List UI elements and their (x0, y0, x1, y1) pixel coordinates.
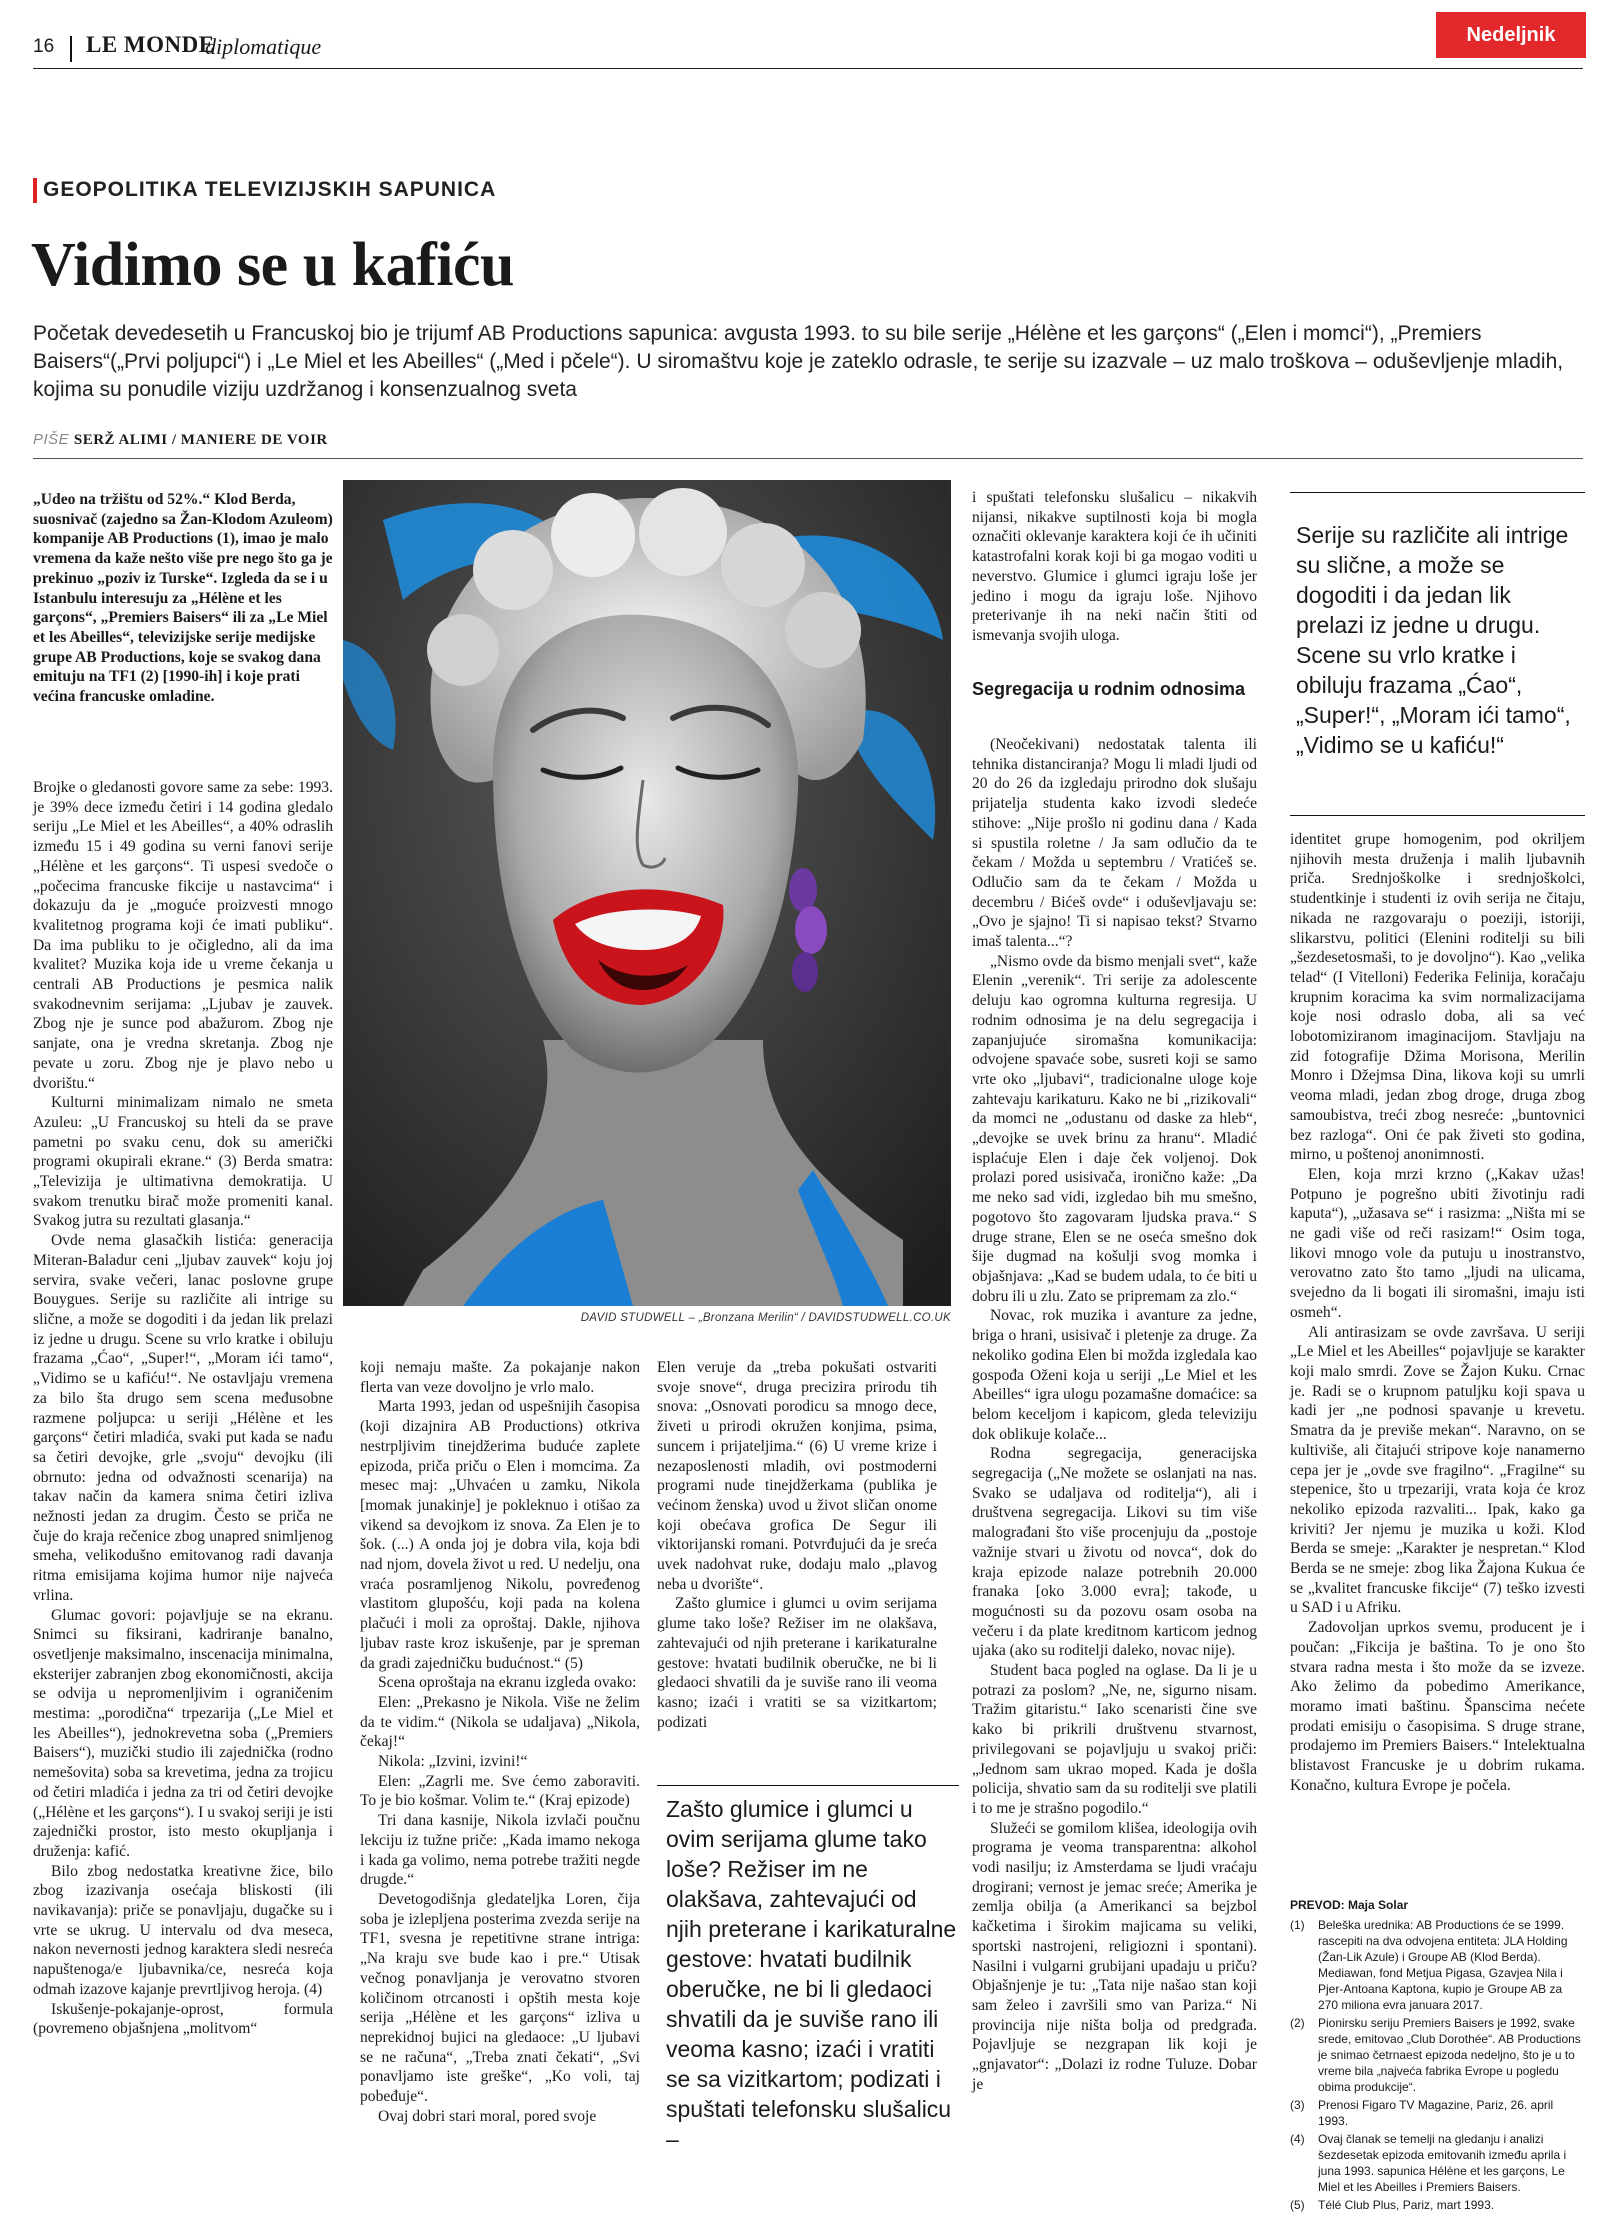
column-1 (33, 778, 333, 2039)
paragraph: Zašto glumice i glumci u ovim serijama glume tako loše? Režiser im ne olakšava, zahtevajući od njih preterane i karikaturalne gestove: hvatati budilnik oberučke, ne bi li gledaoci shvatili da je suviše rano ili veoma kasno; izaći i vratiti se sa vizitkartom; podizati (657, 1595, 937, 1731)
paragraph: Služeći se gomilom klišea, ideologija ovih programa je veoma transparentna: alkohol vodi nasilju; iz Amsterdama se ljudi vraćaju drogirani; vernost je jemac sreće; Amerika je zemlja obilja (a Amerikanci sa bejzbol kačketima i širokim majicama su veliki, sportski nastrojeni, religiozni i spontani). Nasilni i vulgarni grubijani upadaju u priču? Objašnjenje je tu: „Tata nije našao stan koji sam želeo i završili smo van Pariza.“ Ni provincija nije ništa bolja od predgrađa. Pojavljuje se nezgrapan lik koji je „gnjavator“: „Dolazi iz rodne Tuluze. Dobar je (972, 1819, 1257, 2093)
pull-quote-2: Zašto glumice i glumci u ovim serijama glume tako loše? Režiser im ne olakšava, zahtevajući od njih preterane i karikaturalne gestove: hvatati budilnik oberučke, ne bi li gledaoci shvatili da je suviše rano ili veoma kasno; izaći i vratiti se sa vizitkartom; podizati i spuštati telefonsku slušalicu – (666, 1796, 957, 2152)
subheading: Segregacija u rodnim odnosima (972, 679, 1246, 699)
paragraph: Iskušenje-pokajanje-oprost, formula (povremeno objašnjena „molitvom“ (33, 2000, 333, 2038)
marilyn-photo (343, 480, 951, 1306)
paragraph: Bilo zbog nedostatka kreativne žice, bilo zbog izazivanja osećaja bliskosti (ili navikavanja): priče se ponavljaju, dugačke su i vrte se ukrug. U intervalu od dva meseca, nakon nevernosti jednog karaktera sledi nesreća napuštenoga/e ljubavnika/ce, nesreća koja odmah izazove kajanje prevrtljivog heroja. (4) (33, 1862, 333, 1998)
paragraph: Zadovoljan uprkos svemu, producent je i poučan: „Fikcija je baština. To je ono što stvara radna mesta i što može da se izveze. Ako želimo da pobedimo Amerikance, moramo imati baštinu. Španscima nećete prodati emisiju o časopisima. S druge strane, prodajemo im Premiers Baisers.“ Intelektualna blistavost Francuske je u dobrim rukama. Konačno, kultura Evrope je počela. (1290, 1619, 1585, 1794)
header-rule (33, 68, 1583, 69)
header-divider (70, 36, 72, 62)
pull-quote-1: Serije su različite ali intrige su slične, a može se dogoditi i da jedan lik prelazi iz jedne u drugu. Scene su vrlo kratke i obiluju frazama „Ćao“, „Super!“, „Moram ići tamo“, „Vidimo se u kafiću!“ (1296, 522, 1571, 758)
column-4 (972, 735, 1257, 2095)
paragraph: Marta 1993, jedan od uspešnijih časopisa (koji dizajnira AB Productions) otkriva nestrpljivim tinejdžerima buduće zaplete epizoda, priča priču o Elen i momcima. Za mesec maj: „Uhvaćen u zamku, Nikola [momak junakinje] je pokleknuo i otišao za vikend sa devojkom iz snova. Za Elen je to šok. (...) A onda joj je dobra vila, koja bdi nad njom, dovela život u red. U nedelju, ona vraća posramljenog Nikolu, povređenog vlastitom glupošću, koji pada na kolena plačući i moli za oproštaj. Dakle, njihova ljubav raste kroz iskušenje, par je spreman da gradi zajedničku budućnost.“ (5) (360, 1398, 640, 1672)
column-5 (1290, 830, 1585, 1795)
paragraph: Novac, rok muzika i avanture za jedne, briga o hrani, usisivač i pletenje za druge. Za nekoliko godina Elen bi možda izgledala kao gospođa Oženi koja u seriji „Le Miel et les Abeilles“ igra ulogu pozamašne domaćice: sa belom keceljom i kapicom, gleda televiziju dok oblikuje kolače... (972, 1307, 1257, 1443)
lead-paragraph: „Udeo na tržištu od 52%.“ Klod Berda, suosnivač (zajedno sa Žan-Klodom Azuleom) kompanije AB Productions (1), imao je malo vremena da kaže nešto više pre nego što ga je prekinuo „poziv iz Turske“. Izgleda da se i u Istanbulu interesuju za „Hélène et les garçons“, „Premiers Baisers“ ili za „Le Miel et les Abeilles“, televizijske serije medijske grupe AB Productions, koje se svakog dana emituju na TF1 (2) [1990-ih] i koje prati većina francuske omladine. (33, 491, 333, 706)
column-3 (657, 1358, 937, 1732)
paragraph: Kulturni minimalizam nimalo ne smeta Azuleu: „U Francuskoj su hteli da se prave pametni po svaku cenu, dok su američki programi okupirali ekrane.“ (3) Berda smatra: „Televizija je ultimativna demokratija. U svakom trenutku birač može promeniti kanal. Svakog jutra su rezultati glasanja.“ (33, 1094, 333, 1230)
footnote: (1) Beleška urednika: AB Productions će se 1999. rascepiti na dva odvojena entiteta: JLA Holding (Žan-Lik Azule) i Groupe AB (Klod Berda). Mediawan, fond Metjua Pigasa, Gzavjea Nila i Pjer-Antoana Kaptona, kupio je Groupe AB za 270 miliona evra januara 2017. (1290, 1918, 1568, 2012)
column-4-top (972, 488, 1257, 646)
paragraph: Student baca pogled na oglase. Da li je u potrazi za poslom? „Ne, ne, sigurno nisam. Tražim gitaristu.“ Iako scenaristi čine sve kako bi prikrili društvenu stvarnost, privilegovani se pojavljuju u svakoj priči: „Jednom sam ukrao moped. Kada je došla policija, shvatio sam da su roditelji sve platili i to me je strašno pogodilo.“ (972, 1662, 1257, 1817)
photo-credit: DAVID STUDWELL – „Bronzana Merilin“ / DAVIDSTUDWELL.CO.UK (580, 1312, 951, 1324)
masthead-brand: LE MONDE (86, 32, 215, 57)
paragraph: Brojke o gledanosti govore same za sebe: 1993. je 39% dece između četiri i 14 godina gledalo seriju „Le Miel et les Abeilles“, a 40% odraslih između 15 i 49 godina su verni fanovi serije „Hélène et les garçons“. Ti uspesi svedoče o „počecima francuske fikcije u nastavcima“ i dokazuju da je „moguće proizvesti mnogo kvalitetnog programa koji će imati publiku“. Da ima publiku to je očigledno, ali da ima kvalitet? Muzika koja ide u vreme čekanja u centrali AB Productions je pesmica nalik svakodnevnim serijama: „Ljubav je zauvek. Zbog nje je sunce pod abažurom. Zbog nje sanjate, ona je vredna skretanja. Zbog nje pevate u zoru. Zbog nje je plavo nebo u dvorištu.“ (33, 779, 333, 1092)
byline-label: PIŠE (33, 431, 70, 448)
footnote: (4) Ovaj članak se temelji na gledanju i analizi šezdesetak epizoda emitovanih između aprila i juna 1993. sapunica Hélène et les garçons, Le Miel et les Abeilles i Premiers Baisers. (1290, 2132, 1567, 2194)
paragraph: Elen, koja mrzi krzno („Kakav užas! Potpuno je pogrešno ubiti životinju radi kaputa“), „užasava se“ i rasizma: „Ništa mi se ne gadi više od reči rasizam!“ Osim toga, likovi mnogo vole da putuju u inostranstvo, verovatno zato što tamo „ljudi na ulicama, svejedno da li bogati ili siromašni, imaju isti osmeh“. (1290, 1165, 1585, 1321)
pull-quote-rule (1290, 492, 1585, 493)
paragraph: koji nemaju mašte. Za pokajanje nakon flerta van veze dovoljno je vrlo malo. (360, 1359, 640, 1396)
pull-quote-rule (1290, 815, 1585, 816)
translator-credit: PREVOD: Maja Solar (1290, 1898, 1409, 1912)
byline-rule (33, 458, 1583, 459)
pull-quote-rule (657, 1785, 959, 1786)
paragraph: Elen veruje da „treba pokušati ostvariti svoje snove“, druga precizira prirodu tih snova: „Osnovati porodicu sa mnogo dece, živeti u prirodi okružen konjima, psima, suncem i prijateljima.“ (6) U vreme krize i nezaposlenosti mladih, ovi postmoderni programi nude tinejdžerkama (publika je većinom ženska) uvod u život sličan onome koji obećava grofica De Segur ili viktorijanski romani. Potvrđujući da je sreća uvek nadohvat ruke, dodaju malo „plavog neba u dvorište“. (657, 1359, 937, 1593)
byline-author: SERŽ ALIMI / MANIERE DE VOIR (73, 432, 328, 448)
paragraph: Elen: „Zagrli me. Sve ćemo zaboraviti. To je bio košmar. Volim te.“ (Kraj epizode) (360, 1772, 640, 1810)
byline (33, 431, 328, 449)
paragraph: Ovaj dobri stari moral, pored svoje (378, 2107, 597, 2125)
footnotes (1290, 1897, 1585, 2215)
photo-illustration (343, 480, 951, 1306)
paragraph: identitet grupe homogenim, pod okriljem njihovih mesta druženja i malih ljubavnih priča. Srednjoškolke i srednjoškolci, studentkinje i studenti iz ovih serija ne čitaju, nikada ne razgovaraju o poeziji, istoriji, slikarstvu, politici (Elenini roditelji su bili „šezdesetosmaši, to je dovoljno“). Kao „velika telad“ (I Vitelloni) Federika Felinija, koračaju krupnim koracima ka svim normalizacijama koje nosi odraslo doba, ali sa već lobotomiziranom imaginacijom. Stavljaju na zid fotografije Džima Morisona, Merilin Monro i Džejmsa Dina, likova koji su umrli veoma mladi, jedan zbog droge, druga zbog samoubistva, treći zbog nesreće: „buntovnici bez razloga“. Oni će pak živeti sto godina, mirno, u poštenoj anonimnosti. (1290, 831, 1585, 1164)
paragraph: Scena oproštaja na ekranu izgleda ovako: (378, 1674, 637, 1692)
paragraph: i spuštati telefonsku slušalicu – nikakvih nijansi, nikakve suptilnosti koja bi mogla označiti oklevanje karaktera koji će ih učiniti katastrofalni korak koji bi ga mogao voditi u neverstvo. Glumice i glumci igraju loše jer jedino i mogu da igraju loše. Njihovo preterivanje ih na neki način štiti od ismevanja svojih uloga. (972, 489, 1257, 644)
footnote: (2) Pionirsku seriju Premiers Baisers je 1992, svake srede, emitovao „Club Dorothée“. AB Productions je snimao četrnaest epizoda nedeljno, što je u to vreme bila „najveća fabrika Evrope u pogledu obima produkcije“. (1290, 2016, 1581, 2094)
paragraph: (Neočekivani) nedostatak talenta ili tehnika distanciranja? Mogu li mladi ljudi od 20 do 26 da izgledaju prirodno dok slušaju prijatelja studenta kako izvodi sledeće stihove: „Nije prošlo ni godinu dana / Kada si spustila roletne / Ja sam odlučio da te čekam / Možda u septembru / Vratićeš se. Odlučio sam da te čekam / Možda u decembru / Bićeš ovde“ i oduševljavaju se: „Ovo je sjajno! Ti si napisao tekst? Stvarno imaš talenta...“? (972, 736, 1257, 951)
footnote: (5) Télé Club Plus, Pariz, mart 1993. (1290, 2198, 1495, 2212)
paragraph: Elen: „Prekasno je Nikola. Više ne želim da te vidim.“ (Nikola se udaljava) „Nikola, čekaj!“ (360, 1693, 640, 1751)
paragraph: Tri dana kasnije, Nikola izvlači poučnu lekciju iz tužne priče: „Kada imamo nekoga i kada ga volimo, nema potrebe tražiti negde drugde.“ (360, 1812, 640, 1889)
paragraph: Ali antirasizam se ovde završava. U seriji „Le Miel et les Abeilles“ pojavljuje se karakter koji malo smrdi. Zove se Žajon Kuku. Crnac je. Radi se o krupnom patuljku koji spava u kadi jer „ne podnosi spavanje u krevetu. Smatra da je previše mekan“. Naravno, on se kultiviše, ali čitajući stripove koje nanamerno cepa jer je „ovde sve fragilno“. „Fragilne“ su stepenice, što u trpezariji, vrata koja će kroz nekoliko epizoda razvaliti... Ipak, kako ga kriviti? Jer njemu je muzika u koži. Klod Berda se smeje: „Karakter je nespretan.“ Klod Berda se ne smeje: zbog lika Žajona Kukua će se „kvalitet francuske fikcije“ (7) teško izvesti u SAD i u Afriku. (1290, 1323, 1585, 1617)
page-number: 16 (33, 36, 55, 57)
column-2 (360, 1358, 640, 2126)
section-label: GEOPOLITIKA TELEVIZIJSKIH SAPUNICA (43, 178, 497, 201)
paragraph: Ovde nema glasačkih listića: generacija Miteran-Baladur ceni „ljubav zauvek“ koju joj servira, svake večeri, lanac poslovne grupe Bouygues. Serije su različite ali intrige su slične, a može se dogoditi i da jedan lik prelazi iz jedne u drugu. Scene su vrlo kratke i obiluju frazama „Ćao“, „Super!“, „Moram ići tamo“, „Vidimo se u kafiću!“. Ne ostavljaju vremena za bilo šta drugo sem scena međusobne razmene poljupca: u seriji „Hélène et les garçons“ četiri mladića, svaki put kada se nađu sa četiri devojke, grle „svoju“ devojku (ili obrnuto: jedna od odvažnosti scenarija) na takav način da kamera snima četiri izliva nežnosti jedan za drugim. Često se priča ne čuje do kraja rečenice zbog unapred snimljenog smeha, velikodušno emitovanog radi davanja ritma emisijama kojima humor nije najveća vrlina. (33, 1232, 333, 1604)
paragraph: Glumac govori: pojavljuje se na ekranu. Snimci su fiksirani, kadriranje banalno, osvetljenje maksimalno, inscenacija minimalna, eksterijer zabranjen zbog ekonomičnosti, akcija se odvija u nepromenljivim i ograničenim mestima: „porodična“ trpezarija („Le Miel et les Abeilles“), jednokrevetna soba („Premiers Baisers“), muzički studio ili zajednička (rodno nemešovita) soba sa krevetima, jedna za trojicu od četiri mladića i jedna za tri od četiri devojke („Hélène et les garçons“). I u svakoj seriji je isti zajednički prostor, isto mesto okupljanja i druženja: kafić. (33, 1606, 333, 1860)
article-title: Vidimo se u kafiću (31, 231, 515, 299)
article-deck: Početak devedesetih u Francuskoj bio je trijumf AB Productions sapunica: avgusta 1993. to su bile serije „Hélène et les garçons“ („Elen i momci“), „Premiers Baisers“(„Prvi poljupci“) i „Le Miel et les Abeilles“ („Med i pčele“). U siromaštvu koje je zateklo odrasle, te serije su izazvale – uz malo troškova – oduševljenje mladih, kojima su ponudile viziju uzdržanog i konsenzualnog sveta (33, 322, 1564, 401)
section-marker (33, 178, 37, 203)
paragraph: „Nismo ovde da bismo menjali svet“, kaže Elenin „verenik“. Tri serije za adolescente deluju kao ogromna kulturna regresija. U rodnim odnosima je na delu segregacija i zapanjujuće siromašna komunikacija: odvojene spavaće sobe, susreti koji se samo vrte oko „ljubavi“, tradicionalne uloge koje zahtevaju karikaturu. Kako ne bi „rizikovali“ da momci ne „odustanu od daske za hleb“, „devojke se uvek brinu za hranu“. Mladić isplaćuje Elen i daje ček voljenoj. Dok prolazi pored usisivača, ironično kaže: „Da me neko sad vidi, izgledao bih mu smešno, pogotovo što zagovaram ljudska prava.“ S druge strane, Elen se ne oseća smešno dok šije dugmad na košulji svog momka i objašnjava: „Kad se budem udala, to će biti u dobru ili u zlu. Zato se pripremam za zlo.“ (972, 952, 1257, 1305)
footnote: (3) Prenosi Figaro TV Magazine, Pariz, 26. april 1993. (1290, 2098, 1554, 2128)
paragraph: Rodna segregacija, generacijska segregacija („Ne možete se oslanjati na nas. Svako se udaljava od roditelja“), ali i društvena segregacija. Likovi su tim više malograđani što više procenjuju da „postoje važnije stvari u životu od novca“, dok do kraja epizode nalaze potrebnih 20.000 franaka [oko 3.000 evra]; takođe, u mogućnosti su da pozovu osam osoba na večeru i da plate kreditnom karticom jednog ujaka (ako su roditelji daleko, novac nije). (972, 1445, 1257, 1660)
masthead-brand-sub: diplomatique (205, 34, 322, 59)
paragraph: Nikola: „Izvini, izvini!“ (378, 1753, 528, 1771)
paragraph: Devetogodišnja gledateljka Loren, čija soba je izlepljena posterima zvezda serije na TF1, svesna je repetitivne strane intriga: „Na kraju sve bude kao i pre.“ Utisak večnog ponavljanja je verovatno stvoren količinom otrcanosti i opštih mesta koje serija „Hélène et les garçons“ izliva u neprekidnoj bujici na gledaoce: „U ljubavi se ne računa“, „Treba znati čekati“, „Svi ponavljamo iste greške“, „Ko voli, taj pobeđuje“. (360, 1890, 640, 2106)
publication-badge: Nedeljnik (1436, 12, 1586, 58)
